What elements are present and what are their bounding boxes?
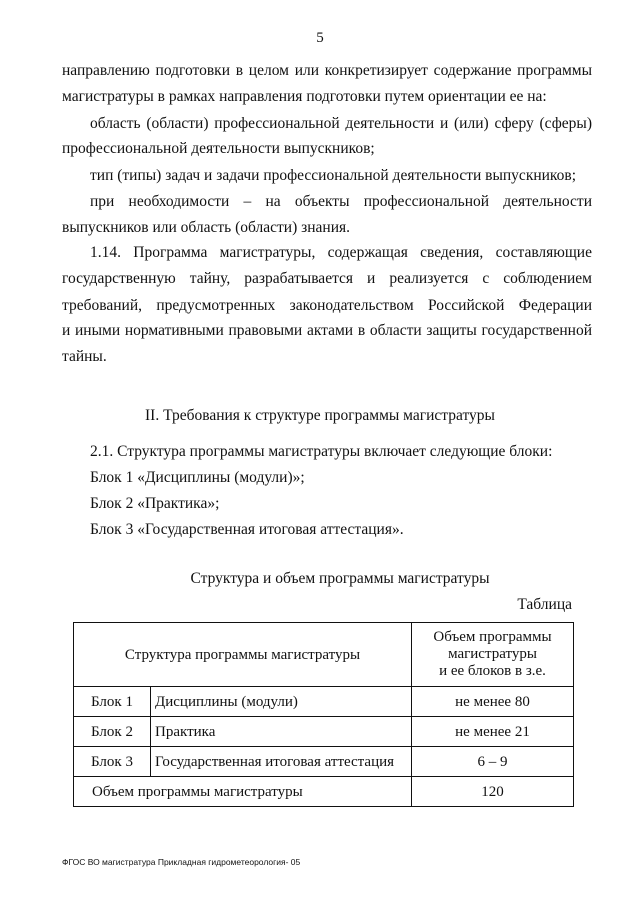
block-volume-cell: не менее 21 [412,717,574,747]
footer-text: ФГОС ВО магистратура Прикладная гидрометеорология- 05 [62,857,301,867]
block-cell: Блок 2 [74,717,151,747]
block-name-cell: Государственная итоговая аттестация [151,747,412,777]
paragraph-line: магистратуры в рамках направления подготовки путем ориентации ее на: [62,88,547,105]
header-volume [412,623,574,687]
program-structure-table [73,622,574,807]
paragraph-line: при необходимости – на объекты профессиональной деятельности [90,193,592,210]
table-row [74,717,574,747]
table-label: Таблица [517,596,572,613]
paragraph-line: выпускников или область (области) знания. [62,219,351,236]
section-line: Блок 3 «Государственная итоговая аттестация». [90,521,404,538]
table-row [74,687,574,717]
header-volume-line: магистратуры [448,646,537,662]
header-volume-line: Объем программы [433,629,552,645]
total-value-cell: 120 [412,777,574,807]
table-row [74,747,574,777]
paragraph-line: направлению подготовки в целом или конкретизирует содержание программы [62,62,592,79]
header-structure: Структура программы магистратуры [74,623,412,687]
block-volume-cell: 6 – 9 [412,747,574,777]
block-volume-cell: не менее 80 [412,687,574,717]
section-line: Блок 1 «Дисциплины (модули)»; [90,469,305,486]
header-volume-line: и ее блоков в з.е. [439,663,546,679]
section-line: 2.1. Структура программы магистратуры включает следующие блоки: [90,443,553,460]
total-label-cell: Объем программы магистратуры [74,777,412,807]
table-header-row [74,623,574,687]
paragraph-line: тайны. [62,348,107,365]
table-caption: Структура и объем программы магистратуры [190,570,490,587]
paragraph-line: и иными нормативными правовыми актами в области защиты государственной [62,322,592,339]
table-total-row [74,777,574,807]
paragraph-line: область (области) профессиональной деятельности и (или) сферу (сферы) [90,115,592,132]
paragraph-line: тип (типы) задач и задачи профессиональной деятельности выпускников; [90,167,577,184]
paragraph-line: требований, предусмотренных законодательством Российской Федерации [62,297,592,314]
section-line: Блок 2 «Практика»; [90,495,220,512]
block-name-cell: Практика [151,717,412,747]
paragraph-line: 1.14. Программа магистратуры, содержащая сведения, составляющие [90,244,592,261]
paragraph-line: профессиональной деятельности выпускников; [62,140,375,157]
page-number: 5 [316,30,324,46]
block-cell: Блок 1 [74,687,151,717]
block-name-cell: Дисциплины (модули) [151,687,412,717]
block-cell: Блок 3 [74,747,151,777]
section-heading: II. Требования к структуре программы магистратуры [145,407,495,424]
paragraph-line: государственную тайну, разрабатывается и реализуется с соблюдением [62,270,592,287]
